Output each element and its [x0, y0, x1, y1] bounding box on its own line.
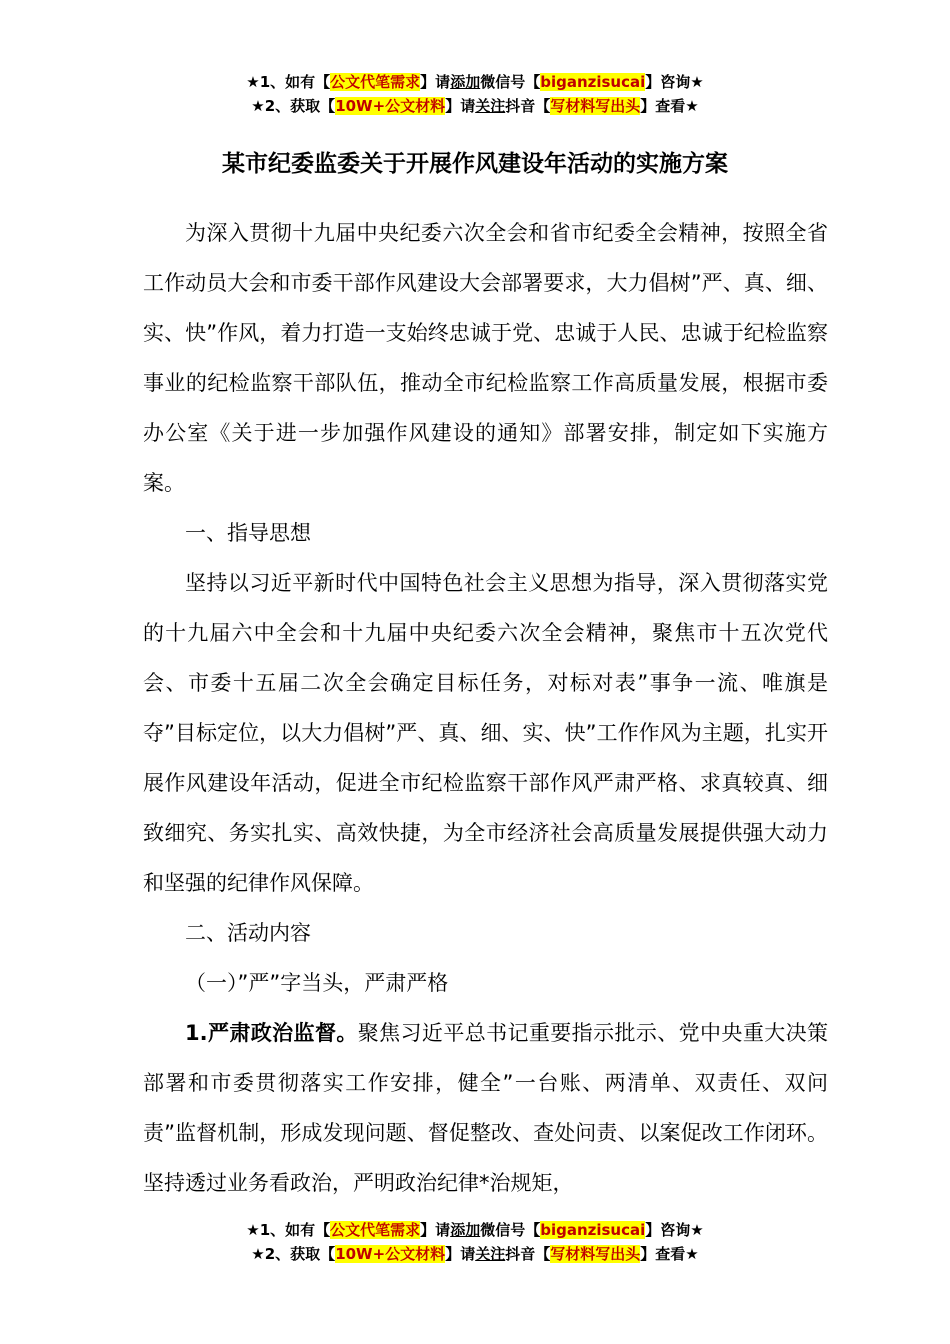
- promo-text: ★2、获取【: [251, 97, 336, 115]
- promo-highlight: 公文代笔需求: [330, 73, 421, 91]
- promo-text: ★1、如有【: [246, 73, 331, 91]
- promo-underlined: 关注: [475, 97, 506, 115]
- section-heading-guiding-thought: 一、指导思想: [185, 521, 311, 545]
- item-1-text: 聚焦习近平总书记重要指示批示、党中央重大决策部署和市委贯彻落实工作安排，健全”一台账、两清单、双责任、双问责”监督机制，形成发现问题、督促整改、查处问责、以案促改工作闭环。坚持透过业务看政治，严明政治纪律*治规矩，: [143, 1021, 829, 1195]
- promo-underlined: 添加: [450, 1221, 481, 1239]
- promo-text: 微信号【: [480, 73, 541, 91]
- promo-text: 抖音【: [505, 97, 551, 115]
- promo-text: 】咨询★: [645, 1221, 704, 1239]
- paragraph-item-1: [143, 1008, 828, 1208]
- promo-text: 微信号【: [480, 1221, 541, 1239]
- subsection-heading-strict: （一）”严”字当头，严肃严格: [185, 971, 449, 995]
- promo-text: 】请: [420, 73, 451, 91]
- promo-text: ★2、获取【: [251, 1245, 336, 1263]
- paragraph-guiding-thought: 坚持以习近平新时代中国特色社会主义思想为指导，深入贯彻落实党的十九届六中全会和十九届中央纪委六次全会精神，聚焦市十五次党代会、市委十五届二次全会确定目标任务，对标对表”事争一流、唯旗是夺”目标定位，以大力倡树”严、真、细、实、快”工作作风为主题，扎实开展作风建设年活动，促进全市纪检监察干部作风严肃严格、求真较真、细致细究、务实扎实、高效快捷，为全市经济社会高质量发展提供强大动力和坚强的纪律作风保障。: [143, 571, 828, 895]
- promo-underlined: 添加: [450, 73, 481, 91]
- item-1-lead: 1.严肃政治监督。: [185, 1021, 358, 1045]
- promo-line-2: [0, 94, 950, 118]
- promo-highlight: biganzisucai: [540, 73, 646, 91]
- section-heading-activity-content: 二、活动内容: [185, 921, 311, 945]
- promo-highlight: 写材料写出头: [550, 1245, 641, 1263]
- promo-highlight: 写材料写出头: [550, 97, 641, 115]
- promo-line-1: [0, 1218, 950, 1242]
- promo-text: 】咨询★: [645, 73, 704, 91]
- promo-banner-top: [0, 70, 950, 118]
- document-title: 某市纪委监委关于开展作风建设年活动的实施方案: [222, 151, 728, 177]
- promo-highlight: 公文代笔需求: [330, 1221, 421, 1239]
- promo-text: ★1、如有【: [246, 1221, 331, 1239]
- promo-highlight: 10W+公文材料: [335, 97, 446, 115]
- paragraph-intro: 为深入贯彻十九届中央纪委六次全会和省市纪委全会精神，按照全省工作动员大会和市委干部作风建设大会部署要求，大力倡树”严、真、细、实、快”作风，着力打造一支始终忠诚于党、忠诚于人民、忠诚于纪检监察事业的纪检监察干部队伍，推动全市纪检监察工作高质量发展，根据市委办公室《关于进一步加强作风建设的通知》部署安排，制定如下实施方案。: [143, 221, 828, 495]
- promo-highlight: biganzisucai: [540, 1221, 646, 1239]
- promo-underlined: 关注: [475, 1245, 506, 1263]
- promo-text: 】查看★: [640, 97, 699, 115]
- promo-banner-bottom: [0, 1218, 950, 1266]
- promo-text: 】请: [420, 1221, 451, 1239]
- promo-text: 】请: [445, 97, 476, 115]
- promo-highlight: 10W+公文材料: [335, 1245, 446, 1263]
- promo-line-2: [0, 1242, 950, 1266]
- promo-line-1: [0, 70, 950, 94]
- document-body: [143, 208, 828, 1208]
- promo-text: 抖音【: [505, 1245, 551, 1263]
- promo-text: 】请: [445, 1245, 476, 1263]
- promo-text: 】查看★: [640, 1245, 699, 1263]
